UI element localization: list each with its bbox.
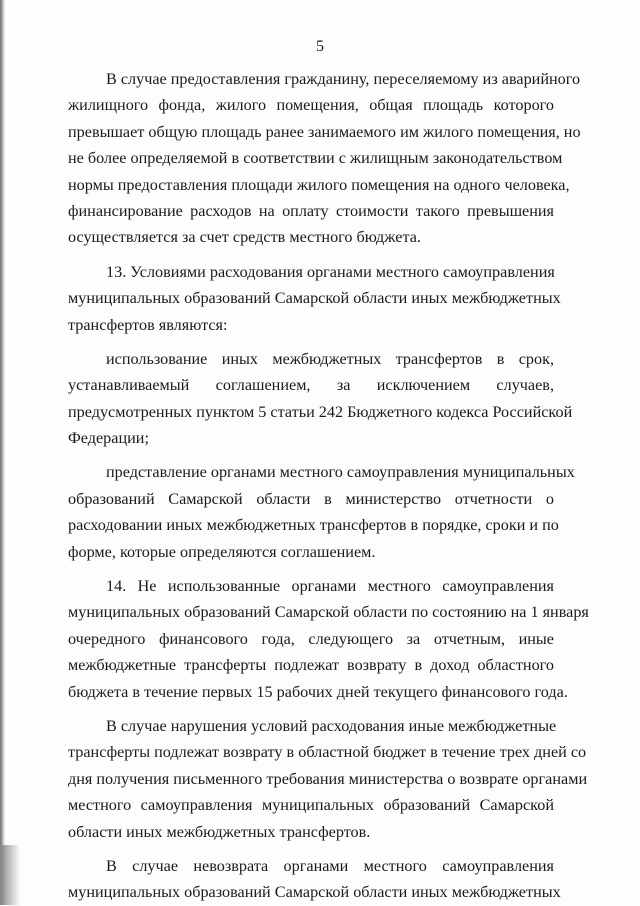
scan-page-edge [0,0,5,905]
text-line: местного самоуправления муниципальных образований Самарской [68,796,554,815]
text-line: Федерации; [68,429,149,448]
text-line: представление органами местного самоуправления муниципальных [106,463,575,482]
text-line: бюджета в течение первых 15 рабочих дней текущего финансового года. [68,682,568,701]
paragraph [68,459,575,565]
scan-edge-shadow [0,845,20,905]
text-line: форме, которые определяются соглашением. [68,542,376,561]
text-line: 14. Не использованные органами местного самоуправления [106,577,554,596]
text-line: 13. Условиями расходования органами местного самоуправления [106,262,555,281]
paragraph [68,346,573,452]
text-line: В случае предоставления гражданину, переселяемому из аварийного [106,70,581,88]
text-line: предусмотренных пунктом 5 статьи 242 Бюджетного кодекса Российской [68,402,573,421]
text-line: использование иных межбюджетных трансфертов в срок, [106,349,554,368]
text-line: очередного финансового года, следующего за отчетным, иные [68,629,554,648]
text-line: нормы предоставления площади жилого помещения на одного человека, [68,175,570,194]
paragraph [68,66,581,251]
text-line: муниципальных образований Самарской области по состоянию на 1 января [68,603,589,622]
paragraph [68,853,561,906]
text-line: трансфертов являются: [68,315,228,334]
document-body [68,66,589,906]
paragraph [68,259,561,338]
text-line: области иных межбюджетных трансфертов. [68,822,371,841]
text-line: превышает общую площадь ранее занимаемого им жилого помещения, но [68,122,581,141]
text-line: осуществляется за счет средств местного бюджета. [68,228,421,247]
text-line: В случае невозврата органами местного самоуправления [106,856,554,875]
text-line: расходовании иных межбюджетных трансфертов в порядке, сроки и по [68,516,559,535]
text-line: муниципальных образований Самарской области иных межбюджетных [68,289,561,308]
text-line: жилищного фонда, жилого помещения, общая площадь которого [68,96,554,115]
text-line: трансферты подлежат возврату в областной бюджет в течение трех дней со [68,743,587,762]
text-line: образований Самарской области в министерство отчетности о [68,489,554,508]
paragraph [68,713,588,845]
text-line: В случае нарушения условий расходования иные межбюджетные [106,716,557,735]
text-line: финансирование расходов на оплату стоимости такого превышения [68,201,554,220]
text-line: межбюджетные трансферты подлежат возврату в доход областного [68,656,554,675]
text-line: не более определяемой в соответствии с жилищным законодательством [68,149,563,168]
text-line: устанавливаемый соглашением, за исключением случаев, [68,376,554,395]
text-line: муниципальных образований Самарской области иных межбюджетных [68,883,561,902]
text-line: дня получения письменного требования министерства о возврате органами [68,769,588,788]
page-number: 5 [316,38,324,55]
paragraph [68,573,589,705]
